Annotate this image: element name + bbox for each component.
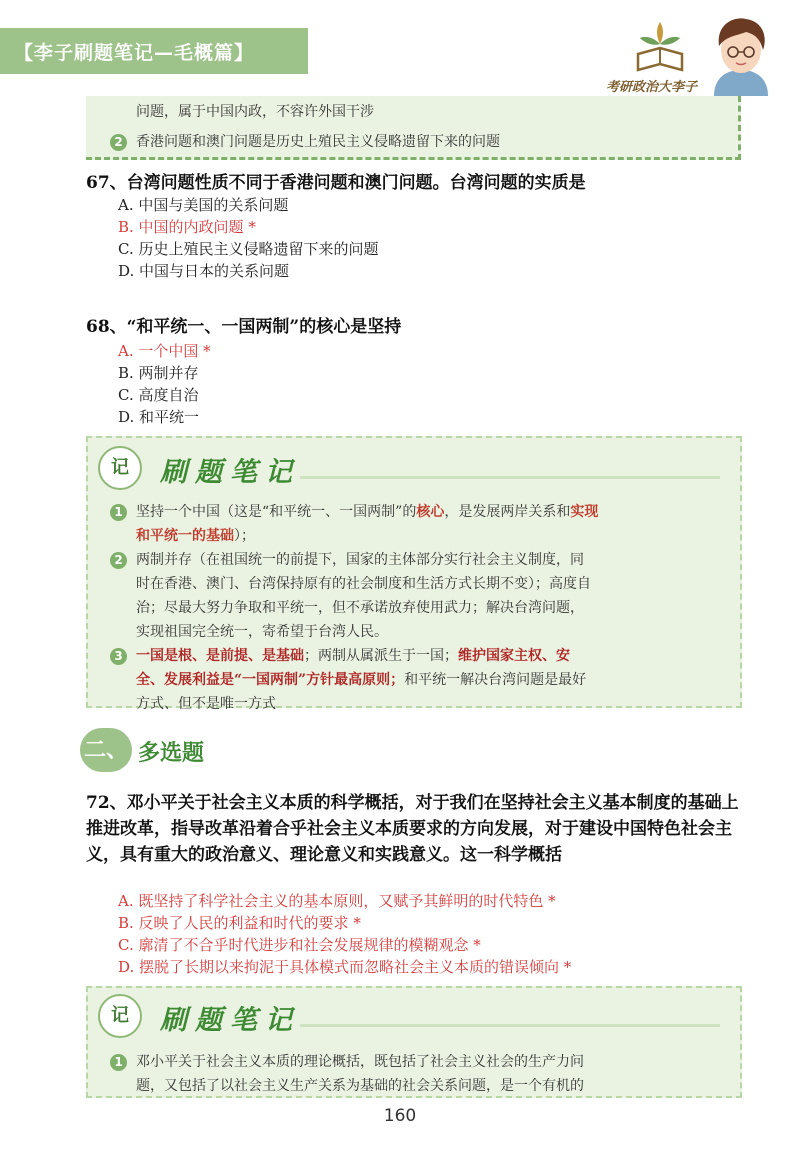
q72-option-b-answer: B. 反映了人民的利益和时代的要求 * [118, 914, 361, 932]
q68-option-d: D. 和平统一 [118, 408, 200, 426]
note-item-number: 1 [110, 1054, 127, 1071]
question-67-stem: 67、台湾问题性质不同于香港问题和澳门问题。台湾问题的实质是 [86, 173, 586, 193]
note-badge-icon: 记 [98, 446, 142, 490]
note-item-number: 1 [110, 504, 127, 521]
q67-option-c: C. 历史上殖民主义侵略遗留下来的问题 [118, 240, 379, 258]
note-badge-icon: 记 [98, 994, 142, 1038]
question-68-stem: 68、“和平统一、一国两制”的核心是坚持 [86, 317, 402, 337]
q72-option-a-answer: A. 既坚持了科学社会主义的基本原则，又赋予其鲜明的时代特色 * [118, 892, 556, 910]
q67-option-d: D. 中国与日本的关系问题 [118, 262, 290, 280]
note-divider [300, 1024, 720, 1027]
avatar-icon [706, 12, 776, 96]
section-badge: 二、 [80, 728, 132, 772]
note-item-number: 3 [110, 648, 127, 665]
note-item-text: 香港问题和澳门问题是历史上殖民主义侵略遗留下来的问题 [136, 134, 500, 150]
note-item-number: 2 [110, 552, 127, 569]
note-item-1: 邓小平关于社会主义本质的理论概括，既包括了社会主义社会的生产力问 题，又包括了以社会主义生产关系为基础的社会关系问题，是一个有机的 [136, 1054, 584, 1094]
q67-option-a: A. 中国与美国的关系问题 [118, 196, 289, 214]
q67-option-b-answer: B. 中国的内政问题 * [118, 218, 256, 236]
header-title: 【李子刷题笔记—毛概篇】 [14, 42, 255, 64]
logo-text: 考研政治大李子 [606, 80, 698, 95]
note-title: 刷题笔记 [160, 457, 300, 488]
q68-option-b: B. 两制并存 [118, 364, 199, 382]
note-line: 问题，属于中国内政，不容许外国干涉 [136, 104, 374, 120]
note-title: 刷题笔记 [160, 1005, 300, 1036]
section-title: 多选题 [138, 740, 205, 766]
q68-option-a-answer: A. 一个中国 * [118, 342, 211, 360]
note-item-1: 坚持一个中国（这是“和平统一、一国两制”的核心，是发展两岸关系和实现 和平统一的基础）； [136, 504, 599, 544]
note-divider [300, 476, 720, 479]
q72-option-d-answer: D. 摆脱了长期以来拘泥于具体模式而忽略社会主义本质的错误倾向 * [118, 958, 572, 976]
q68-option-c: C. 高度自治 [118, 386, 199, 404]
note-item-2: 两制并存（在祖国统一的前提下，国家的主体部分实行社会主义制度，同 时在香港、澳门、台湾保持原有的社会制度和生活方式长期不变）；高度自 治；尽最大努力争取和平统一，但不承诺放弃使用武力；解决台湾问题， 实现祖国完全统一，寄希望于台湾人民。 [136, 552, 591, 640]
book-plant-logo-icon [632, 14, 688, 74]
note-item-3: 一国是根、是前提、是基础；两制从属派生于一国；维护国家主权、安 全、发展利益是“一国两制”方针最高原则；和平统一解决台湾问题是最好 方式、但不是唯一方式 [136, 648, 587, 712]
question-72-stem: 72、邓小平关于社会主义本质的科学概括，对于我们在坚持社会主义基本制度的基础上推进改革，指导改革沿着合乎社会主义本质要求的方向发展，对于建设中国特色社会主义，具有重大的政治意义、理论意义和实践意义。这一科学概括 [86, 793, 739, 865]
page-number: 160 [383, 1106, 417, 1126]
note-item-number: 2 [110, 134, 127, 151]
q72-option-c-answer: C. 廓清了不合乎时代进步和社会发展规律的模糊观念 * [118, 936, 481, 954]
